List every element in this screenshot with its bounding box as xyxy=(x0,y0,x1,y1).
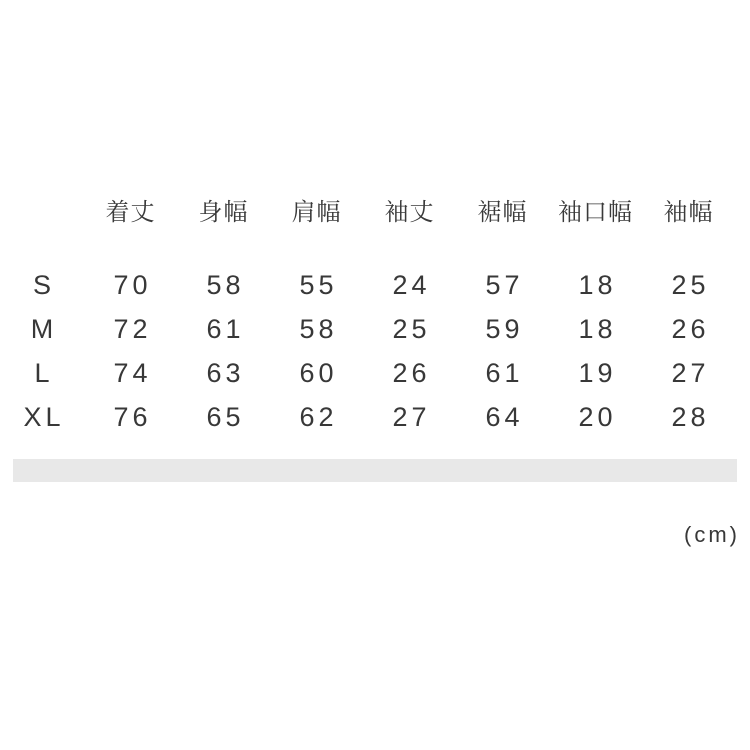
row-label-l: L xyxy=(34,357,54,388)
cell-m-sleeve-width: 26 xyxy=(671,313,710,344)
cell-m-body-width: 61 xyxy=(206,313,245,344)
cell-xl-hem-width: 64 xyxy=(485,401,524,432)
column-header-hem-width: 裾幅 xyxy=(477,199,528,226)
cell-m-body-length: 72 xyxy=(113,313,152,344)
cell-l-shoulder-width: 60 xyxy=(299,357,338,388)
column-header-shoulder-width: 肩幅 xyxy=(291,199,342,226)
cell-s-sleeve-length: 24 xyxy=(392,269,431,300)
column-header-body-length: 着丈 xyxy=(105,199,156,226)
cell-l-cuff-width: 19 xyxy=(578,357,617,388)
cell-m-hem-width: 59 xyxy=(485,313,524,344)
cell-l-sleeve-length: 26 xyxy=(392,357,431,388)
cell-xl-shoulder-width: 62 xyxy=(299,401,338,432)
cell-s-body-length: 70 xyxy=(113,269,152,300)
column-header-sleeve-length: 袖丈 xyxy=(384,199,435,226)
cell-l-sleeve-width: 27 xyxy=(671,357,710,388)
cell-s-shoulder-width: 55 xyxy=(299,269,338,300)
cell-xl-body-length: 76 xyxy=(113,401,152,432)
cell-m-shoulder-width: 58 xyxy=(299,313,338,344)
cell-xl-cuff-width: 20 xyxy=(578,401,617,432)
cell-xl-body-width: 65 xyxy=(206,401,245,432)
cell-l-body-length: 74 xyxy=(113,357,152,388)
header-corner-empty xyxy=(0,195,84,231)
row-label-s: S xyxy=(32,269,55,300)
column-header-sleeve-width: 袖幅 xyxy=(663,199,714,226)
cell-xl-sleeve-width: 28 xyxy=(671,401,710,432)
column-header-body-width: 身幅 xyxy=(198,199,249,226)
cell-s-sleeve-width: 25 xyxy=(671,269,710,300)
cell-m-sleeve-length: 25 xyxy=(392,313,431,344)
size-chart-body xyxy=(0,263,735,439)
cell-l-body-width: 63 xyxy=(206,357,245,388)
column-header-cuff-width: 袖口幅 xyxy=(558,199,633,226)
cell-s-hem-width: 57 xyxy=(485,269,524,300)
cell-m-cuff-width: 18 xyxy=(578,313,617,344)
cell-s-body-width: 58 xyxy=(206,269,245,300)
size-chart-header-row xyxy=(0,195,735,231)
cell-s-cuff-width: 18 xyxy=(578,269,617,300)
cell-l-hem-width: 61 xyxy=(485,357,524,388)
row-label-m: M xyxy=(30,313,58,344)
cell-xl-sleeve-length: 27 xyxy=(392,401,431,432)
row-label-xl: XL xyxy=(23,401,65,432)
unit-label-cm: (cm) xyxy=(684,522,740,547)
divider-bar xyxy=(13,459,737,482)
size-chart-table xyxy=(0,195,735,439)
